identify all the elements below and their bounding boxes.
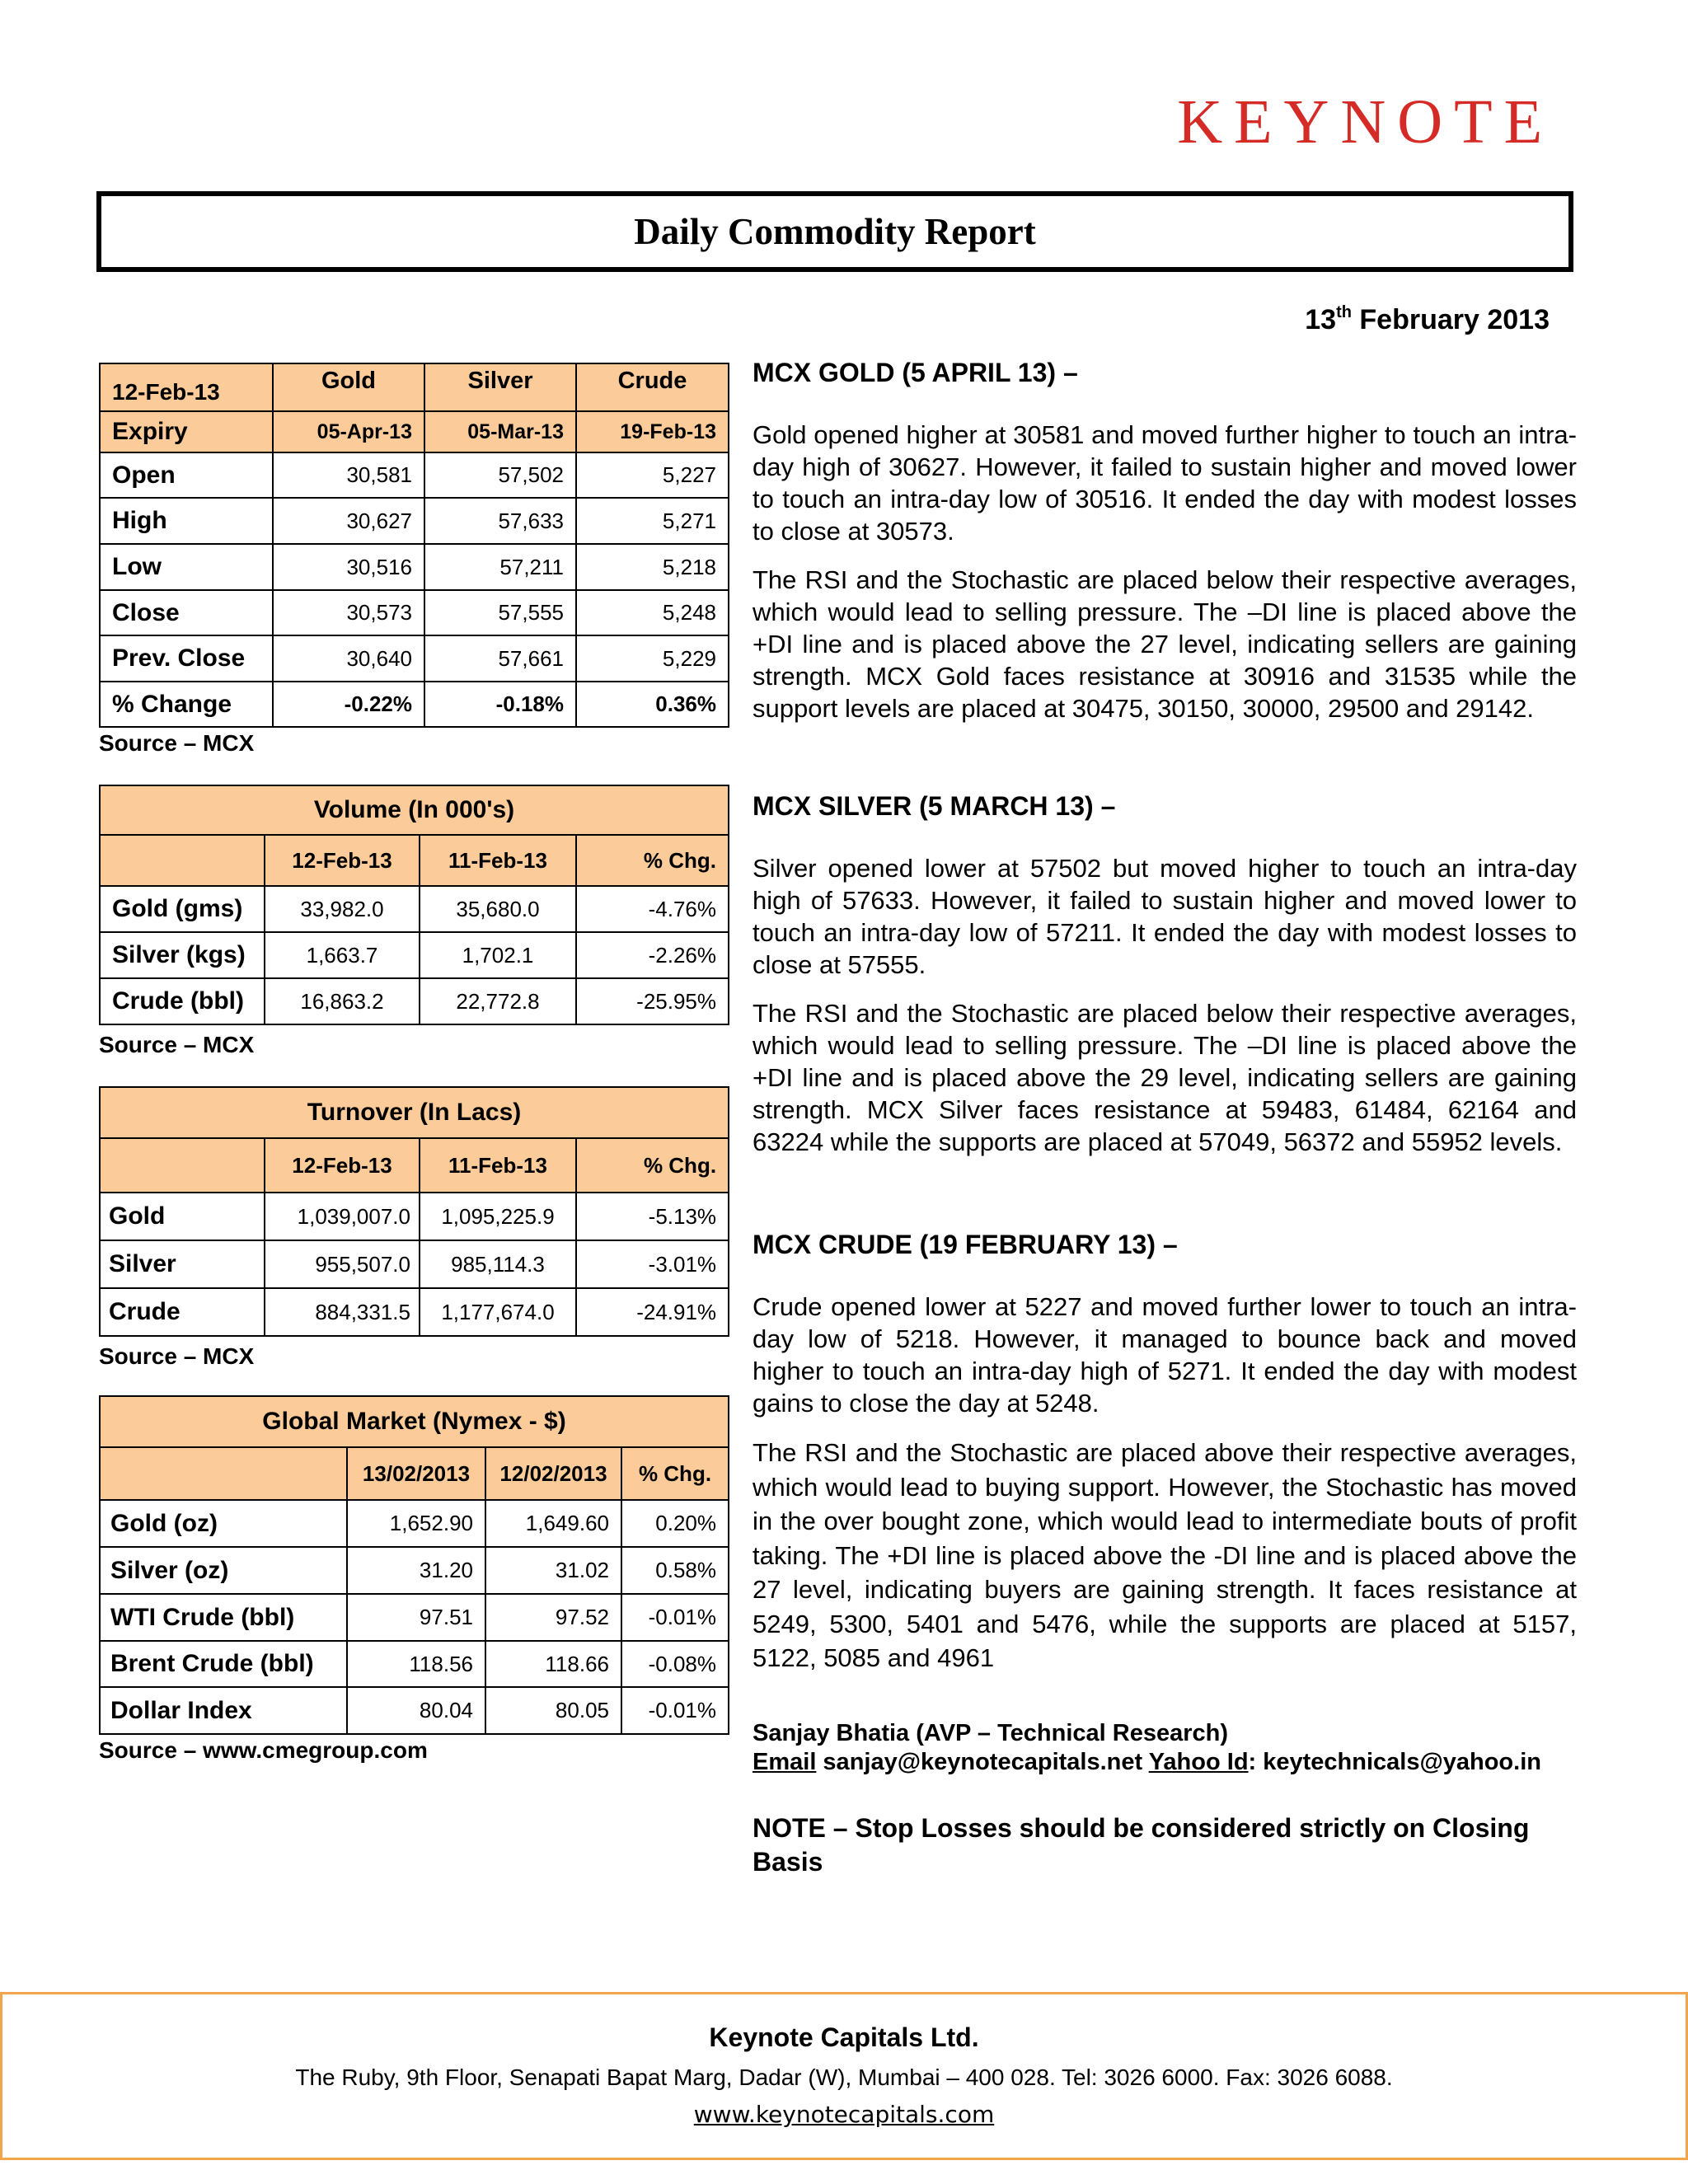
row-label: Open (100, 452, 273, 498)
stop-loss-note: NOTE – Stop Losses should be considered strictly on Closing Basis (753, 1813, 1530, 1877)
cell-value: 80.04 (347, 1687, 485, 1734)
cell-value: -0.01% (621, 1594, 729, 1641)
cell-value: -0.18% (424, 682, 576, 727)
col-header: 11-Feb-13 (420, 835, 576, 886)
table-row (100, 1288, 729, 1336)
cell-value: 57,633 (424, 498, 576, 544)
row-label: Prev. Close (100, 635, 273, 682)
silver-heading: MCX SILVER (5 MARCH 13) – (753, 791, 1116, 821)
table-row (100, 590, 729, 635)
cell-value: 30,627 (273, 498, 424, 544)
cell-value: 33,982.0 (265, 886, 420, 932)
row-label: Silver (100, 1240, 265, 1288)
table-row (100, 544, 729, 590)
turnover-source: Source – MCX (99, 1343, 255, 1369)
report-title-box (96, 191, 1573, 272)
global-market-table (99, 1395, 729, 1735)
col-header: % Chg. (576, 835, 729, 886)
cell-value: 5,248 (576, 590, 729, 635)
col-header: 11-Feb-13 (420, 1138, 576, 1193)
table-row (100, 635, 729, 682)
cell-value: 5,227 (576, 452, 729, 498)
report-title: Daily Commodity Report (634, 211, 1036, 252)
table-row (100, 1500, 729, 1547)
silver-section (753, 790, 1577, 1158)
table-row (100, 978, 729, 1024)
volume-table (99, 785, 729, 1025)
cell-value: 57,502 (424, 452, 576, 498)
col-header: 12/02/2013 (485, 1447, 621, 1500)
col-header: % Chg. (576, 1138, 729, 1193)
cell-value: 1,039,007.0 (265, 1193, 420, 1240)
cell-value: 1,649.60 (485, 1500, 621, 1547)
global-title: Global Market (Nymex - $) (100, 1396, 729, 1447)
report-date (1154, 303, 1550, 336)
cell-value: -0.08% (621, 1641, 729, 1687)
price-date-label: 12-Feb-13 (100, 363, 273, 411)
cell-value: 57,211 (424, 544, 576, 590)
cell-value: 35,680.0 (420, 886, 576, 932)
cell-value: 985,114.3 (420, 1240, 576, 1288)
row-label: Low (100, 544, 273, 590)
row-label: Gold (100, 1193, 265, 1240)
expiry-crude: 19-Feb-13 (576, 411, 729, 452)
table-row (100, 452, 729, 498)
row-label: Close (100, 590, 273, 635)
col-header: % Chg. (621, 1447, 729, 1500)
row-label: Crude (bbl) (100, 978, 265, 1024)
cell-value: 30,516 (273, 544, 424, 590)
cell-value: 118.66 (485, 1641, 621, 1687)
blank-cell (100, 835, 265, 886)
cell-value: 97.52 (485, 1594, 621, 1641)
yahoo-id[interactable]: : keytechnicals@yahoo.in (1248, 1749, 1541, 1775)
cell-value: 1,177,674.0 (420, 1288, 576, 1336)
cell-value: 31.02 (485, 1547, 621, 1594)
cell-value: -3.01% (576, 1240, 729, 1288)
cell-value: 1,702.1 (420, 932, 576, 978)
cell-value: 5,229 (576, 635, 729, 682)
cell-value: 57,555 (424, 590, 576, 635)
gold-paragraph-1: Gold opened higher at 30581 and moved further higher to touch an intra-day high of 30627. However, it failed to sustain higher and moved lower to touch an intra-day low of 30516. It ended the day with modest losses to close at 30573. (753, 420, 1577, 546)
date-day: 13 (1305, 304, 1337, 335)
table-row (100, 886, 729, 932)
cell-value: 5,218 (576, 544, 729, 590)
crude-section (753, 1228, 1577, 1675)
cell-value: 30,581 (273, 452, 424, 498)
cell-value: -0.22% (273, 682, 424, 727)
row-label: Dollar Index (100, 1687, 347, 1734)
cell-value: 22,772.8 (420, 978, 576, 1024)
price-source: Source – MCX (99, 730, 255, 756)
cell-value: -0.01% (621, 1687, 729, 1734)
analyst-name: Sanjay Bhatia (AVP – Technical Research) (753, 1720, 1229, 1746)
col-gold: Gold (273, 363, 424, 411)
footer-company: Keynote Capitals Ltd. (709, 2022, 979, 2052)
footer-address: The Ruby, 9th Floor, Senapati Bapat Marg, Dadar (W), Mumbai – 400 028. Tel: 3026 6000. Fax: 3026 6088. (295, 2064, 1393, 2090)
contact-line (753, 1748, 1541, 1777)
row-label: Crude (100, 1288, 265, 1336)
table-row (100, 1547, 729, 1594)
yahoo-label: Yahoo Id (1148, 1749, 1249, 1775)
footer-website-link[interactable]: www.keynotecapitals.com (693, 2101, 995, 2128)
cell-value: 0.36% (576, 682, 729, 727)
table-row (100, 498, 729, 544)
keynote-logo: KEYNOTE (1177, 87, 1554, 157)
blank-cell (100, 1138, 265, 1193)
table-row (100, 1641, 729, 1687)
blank-cell (100, 1447, 347, 1500)
table-row (100, 932, 729, 978)
expiry-gold: 05-Apr-13 (273, 411, 424, 452)
cell-value: 5,271 (576, 498, 729, 544)
turnover-title: Turnover (In Lacs) (100, 1087, 729, 1138)
cell-value: 0.58% (621, 1547, 729, 1594)
cell-value: 884,331.5 (265, 1288, 420, 1336)
table-row (100, 1193, 729, 1240)
cell-value: 1,095,225.9 (420, 1193, 576, 1240)
col-header: 12-Feb-13 (265, 835, 420, 886)
cell-value: 118.56 (347, 1641, 485, 1687)
crude-heading: MCX CRUDE (19 FEBRUARY 13) – (753, 1230, 1178, 1259)
col-header: 13/02/2013 (347, 1447, 485, 1500)
cell-value: 30,640 (273, 635, 424, 682)
cell-value: 1,663.7 (265, 932, 420, 978)
cell-value: 30,573 (273, 590, 424, 635)
col-header: 12-Feb-13 (265, 1138, 420, 1193)
gold-heading: MCX GOLD (5 APRIL 13) – (753, 358, 1078, 387)
volume-source: Source – MCX (99, 1032, 255, 1057)
gold-section (753, 356, 1577, 724)
turnover-table (99, 1086, 729, 1337)
cell-value: 31.20 (347, 1547, 485, 1594)
crude-paragraph-2: The RSI and the Stochastic are placed above their respective averages, which would lead to buying support. However, the Stochastic has moved in the over bought zone, which would lead to intermediate bouts of profit taking. The +DI line is placed above the -DI line and is placed above the 27 level, indicating buyers are gaining strength. It faces resistance at 5249, 5300, 5401 and 5476, while the supports are placed at 5157, 5122, 5085 and 4961 (753, 1438, 1577, 1672)
silver-paragraph-2: The RSI and the Stochastic are placed below their respective averages, which would lead to selling pressure. The –DI line is placed above the +DI line and is placed above the 29 level, indicating sellers are gaining strength. MCX Silver faces resistance at 59483, 61484, 62164 and 63224 while the supports are placed at 57049, 56372 and 55952 levels. (753, 999, 1577, 1156)
col-crude: Crude (576, 363, 729, 411)
expiry-label: Expiry (100, 411, 273, 452)
row-label: Silver (kgs) (100, 932, 265, 978)
silver-paragraph-1: Silver opened lower at 57502 but moved higher to touch an intra-day high of 57633. However, it failed to sustain higher and moved lower to touch an intra-day low of 57211. It ended the day with modest losses to close at 57555. (753, 854, 1577, 979)
col-silver: Silver (424, 363, 576, 411)
row-label: Silver (oz) (100, 1547, 347, 1594)
row-label: Gold (oz) (100, 1500, 347, 1547)
row-label: WTI Crude (bbl) (100, 1594, 347, 1641)
row-label: Gold (gms) (100, 886, 265, 932)
cell-value: 1,652.90 (347, 1500, 485, 1547)
cell-value: -4.76% (576, 886, 729, 932)
row-label: Brent Crude (bbl) (100, 1641, 347, 1687)
cell-value: -5.13% (576, 1193, 729, 1240)
cell-value: 57,661 (424, 635, 576, 682)
global-source: Source – www.cmegroup.com (99, 1737, 428, 1763)
footer (0, 1992, 1688, 2160)
crude-paragraph-1: Crude opened lower at 5227 and moved further lower to touch an intra-day low of 5218. However, it managed to bounce back and moved higher to touch an intra-day high of 5271. It ended the day with modest gains to close the day at 5248. (753, 1292, 1577, 1418)
date-suffix: th (1336, 303, 1352, 321)
date-month-year: February 2013 (1351, 304, 1550, 335)
expiry-silver: 05-Mar-13 (424, 411, 576, 452)
email-label: Email (753, 1749, 817, 1775)
row-label: % Change (100, 682, 273, 727)
price-table (99, 363, 729, 728)
cell-value: 16,863.2 (265, 978, 420, 1024)
volume-title: Volume (In 000's) (100, 785, 729, 835)
cell-value: 955,507.0 (265, 1240, 420, 1288)
gold-paragraph-2: The RSI and the Stochastic are placed below their respective averages, which would lead to selling pressure. The –DI line is placed above the +DI line and is placed above the 27 level, indicating sellers are gaining strength. MCX Gold faces resistance at 30916 and 31535 while the support levels are placed at 30475, 30150, 30000, 29500 and 29142. (753, 565, 1577, 723)
cell-value: 0.20% (621, 1500, 729, 1547)
row-label: High (100, 498, 273, 544)
cell-value: -25.95% (576, 978, 729, 1024)
table-row (100, 682, 729, 727)
email-address[interactable]: sanjay@keynotecapitals.net (816, 1749, 1149, 1775)
cell-value: 80.05 (485, 1687, 621, 1734)
table-row (100, 1687, 729, 1734)
table-row (100, 1240, 729, 1288)
cell-value: -2.26% (576, 932, 729, 978)
cell-value: 97.51 (347, 1594, 485, 1641)
cell-value: -24.91% (576, 1288, 729, 1336)
table-row (100, 1594, 729, 1641)
